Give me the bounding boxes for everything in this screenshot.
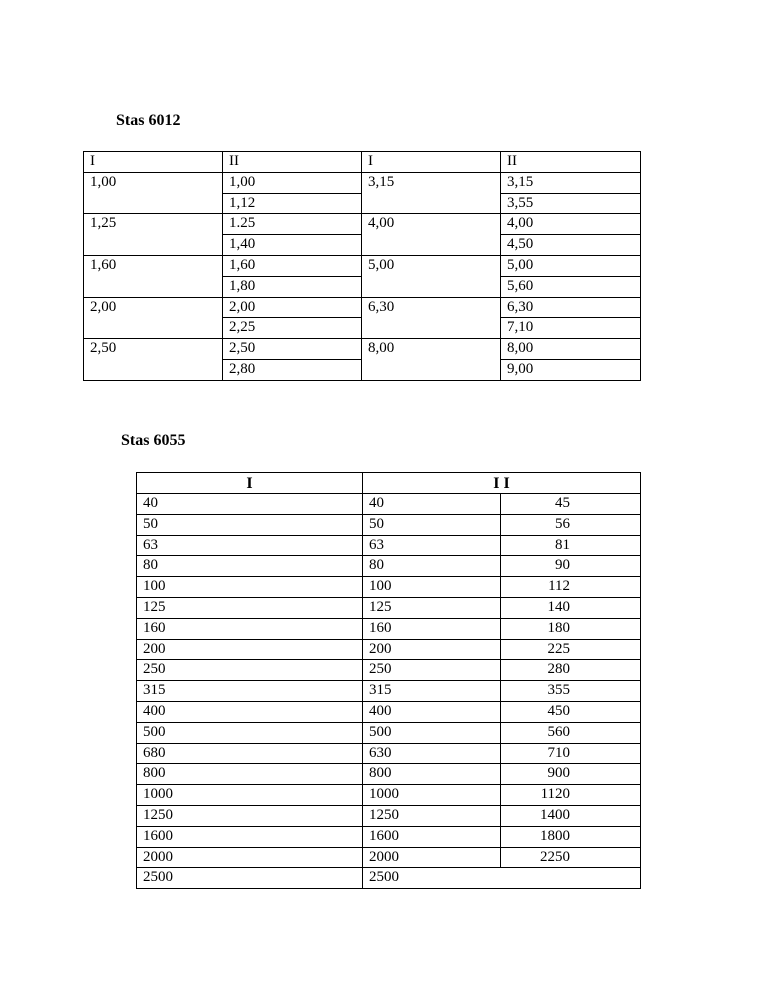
table-row (137, 743, 641, 764)
table-header-row (137, 473, 641, 494)
table-cell: 800 (363, 764, 501, 785)
table-cell: 50 (137, 514, 363, 535)
table-cell: 40 (137, 494, 363, 515)
table-cell: 112 (501, 577, 641, 598)
table-cell: 500 (137, 722, 363, 743)
table-cell: 280 (501, 660, 641, 681)
table-cell: 2000 (363, 847, 501, 868)
table-cell: 81 (501, 535, 641, 556)
column-header: I (84, 152, 223, 173)
column-header: I I (363, 473, 641, 494)
table-cell: 160 (363, 618, 501, 639)
table-row (137, 577, 641, 598)
table-cell: 1600 (137, 826, 363, 847)
table-row (84, 172, 641, 193)
table-cell: 225 (501, 639, 641, 660)
table-row (137, 494, 641, 515)
table-cell: 2,00 (223, 297, 362, 318)
table-cell: 1000 (137, 785, 363, 806)
table-cell: 1250 (363, 805, 501, 826)
column-header: I (362, 152, 501, 173)
table-row (137, 535, 641, 556)
table-cell: 1250 (137, 805, 363, 826)
table-cell: 1,40 (223, 235, 362, 256)
table-cell: 40 (363, 494, 501, 515)
table-row (84, 297, 641, 318)
table-cell: 710 (501, 743, 641, 764)
table-cell: 5,00 (362, 255, 501, 297)
table-cell: 400 (363, 701, 501, 722)
table-cell: 900 (501, 764, 641, 785)
table-row (137, 868, 641, 889)
table-cell: 45 (501, 494, 641, 515)
table-cell: 80 (137, 556, 363, 577)
table-row (137, 805, 641, 826)
table-cell: 6,30 (362, 297, 501, 339)
table-cell: 450 (501, 701, 641, 722)
table-cell: 2,00 (84, 297, 223, 339)
table-cell: 125 (363, 597, 501, 618)
table-cell: 2,50 (84, 339, 223, 381)
table-cell: 3,15 (501, 172, 641, 193)
table-cell: 8,00 (362, 339, 501, 381)
table-cell: 180 (501, 618, 641, 639)
table-cell: 200 (137, 639, 363, 660)
table-row (137, 660, 641, 681)
table-cell: 100 (137, 577, 363, 598)
table-row (137, 556, 641, 577)
table-cell: 315 (137, 681, 363, 702)
table-row (137, 514, 641, 535)
table-cell: 140 (501, 597, 641, 618)
table-cell: 1.25 (223, 214, 362, 235)
table-cell: 8,00 (501, 339, 641, 360)
table-cell: 50 (363, 514, 501, 535)
table-cell: 1,00 (84, 172, 223, 214)
table-cell: 1,60 (223, 255, 362, 276)
table-cell: 160 (137, 618, 363, 639)
table-cell: 1,60 (84, 255, 223, 297)
table-cell: 1,00 (223, 172, 362, 193)
table-cell: 2,50 (223, 339, 362, 360)
table-row (137, 681, 641, 702)
table-cell: 1,12 (223, 193, 362, 214)
table-cell: 90 (501, 556, 641, 577)
column-header: I (137, 473, 363, 494)
table-row (137, 639, 641, 660)
table-row (137, 618, 641, 639)
table-cell: 1800 (501, 826, 641, 847)
stas-6012-title: Stas 6012 (116, 112, 181, 129)
table-cell: 5,60 (501, 276, 641, 297)
table-cell: 2000 (137, 847, 363, 868)
table-cell: 800 (137, 764, 363, 785)
table-cell: 100 (363, 577, 501, 598)
table-cell: 560 (501, 722, 641, 743)
table-cell: 200 (363, 639, 501, 660)
column-header: II (223, 152, 362, 173)
table-cell: 9,00 (501, 359, 641, 380)
table-cell: 2500 (137, 868, 363, 889)
table-row (84, 214, 641, 235)
table-cell: 1,25 (84, 214, 223, 256)
stas-6055-title: Stas 6055 (121, 432, 186, 449)
stas-6055-table (136, 472, 641, 889)
table-cell: 3,15 (362, 172, 501, 214)
table-cell: 630 (363, 743, 501, 764)
table-cell: 56 (501, 514, 641, 535)
column-header: II (501, 152, 641, 173)
table-cell: 315 (363, 681, 501, 702)
table-cell: 680 (137, 743, 363, 764)
table-cell: 7,10 (501, 318, 641, 339)
table-header-row (84, 152, 641, 173)
table-row (137, 701, 641, 722)
table-cell: 63 (137, 535, 363, 556)
table-cell: 1120 (501, 785, 641, 806)
table-cell: 1600 (363, 826, 501, 847)
table-cell: 3,55 (501, 193, 641, 214)
table-row (137, 847, 641, 868)
table-row (137, 785, 641, 806)
table-cell: 1,80 (223, 276, 362, 297)
table-cell: 2250 (501, 847, 641, 868)
table-cell: 4,50 (501, 235, 641, 256)
table-row (84, 255, 641, 276)
table-cell: 250 (363, 660, 501, 681)
table-cell: 250 (137, 660, 363, 681)
table-cell: 500 (363, 722, 501, 743)
table-cell: 125 (137, 597, 363, 618)
table-cell: 1000 (363, 785, 501, 806)
table-cell: 2,25 (223, 318, 362, 339)
table-cell: 4,00 (501, 214, 641, 235)
table-cell: 1400 (501, 805, 641, 826)
table-row (137, 597, 641, 618)
table-cell: 400 (137, 701, 363, 722)
table-cell: 63 (363, 535, 501, 556)
table-cell: 2500 (363, 868, 641, 889)
table-cell: 355 (501, 681, 641, 702)
table-cell: 2,80 (223, 359, 362, 380)
table-row (84, 339, 641, 360)
table-cell: 6,30 (501, 297, 641, 318)
table-row (137, 764, 641, 785)
stas-6012-table (83, 151, 641, 381)
table-row (137, 826, 641, 847)
table-cell: 5,00 (501, 255, 641, 276)
table-cell: 4,00 (362, 214, 501, 256)
table-row (137, 722, 641, 743)
table-cell: 80 (363, 556, 501, 577)
